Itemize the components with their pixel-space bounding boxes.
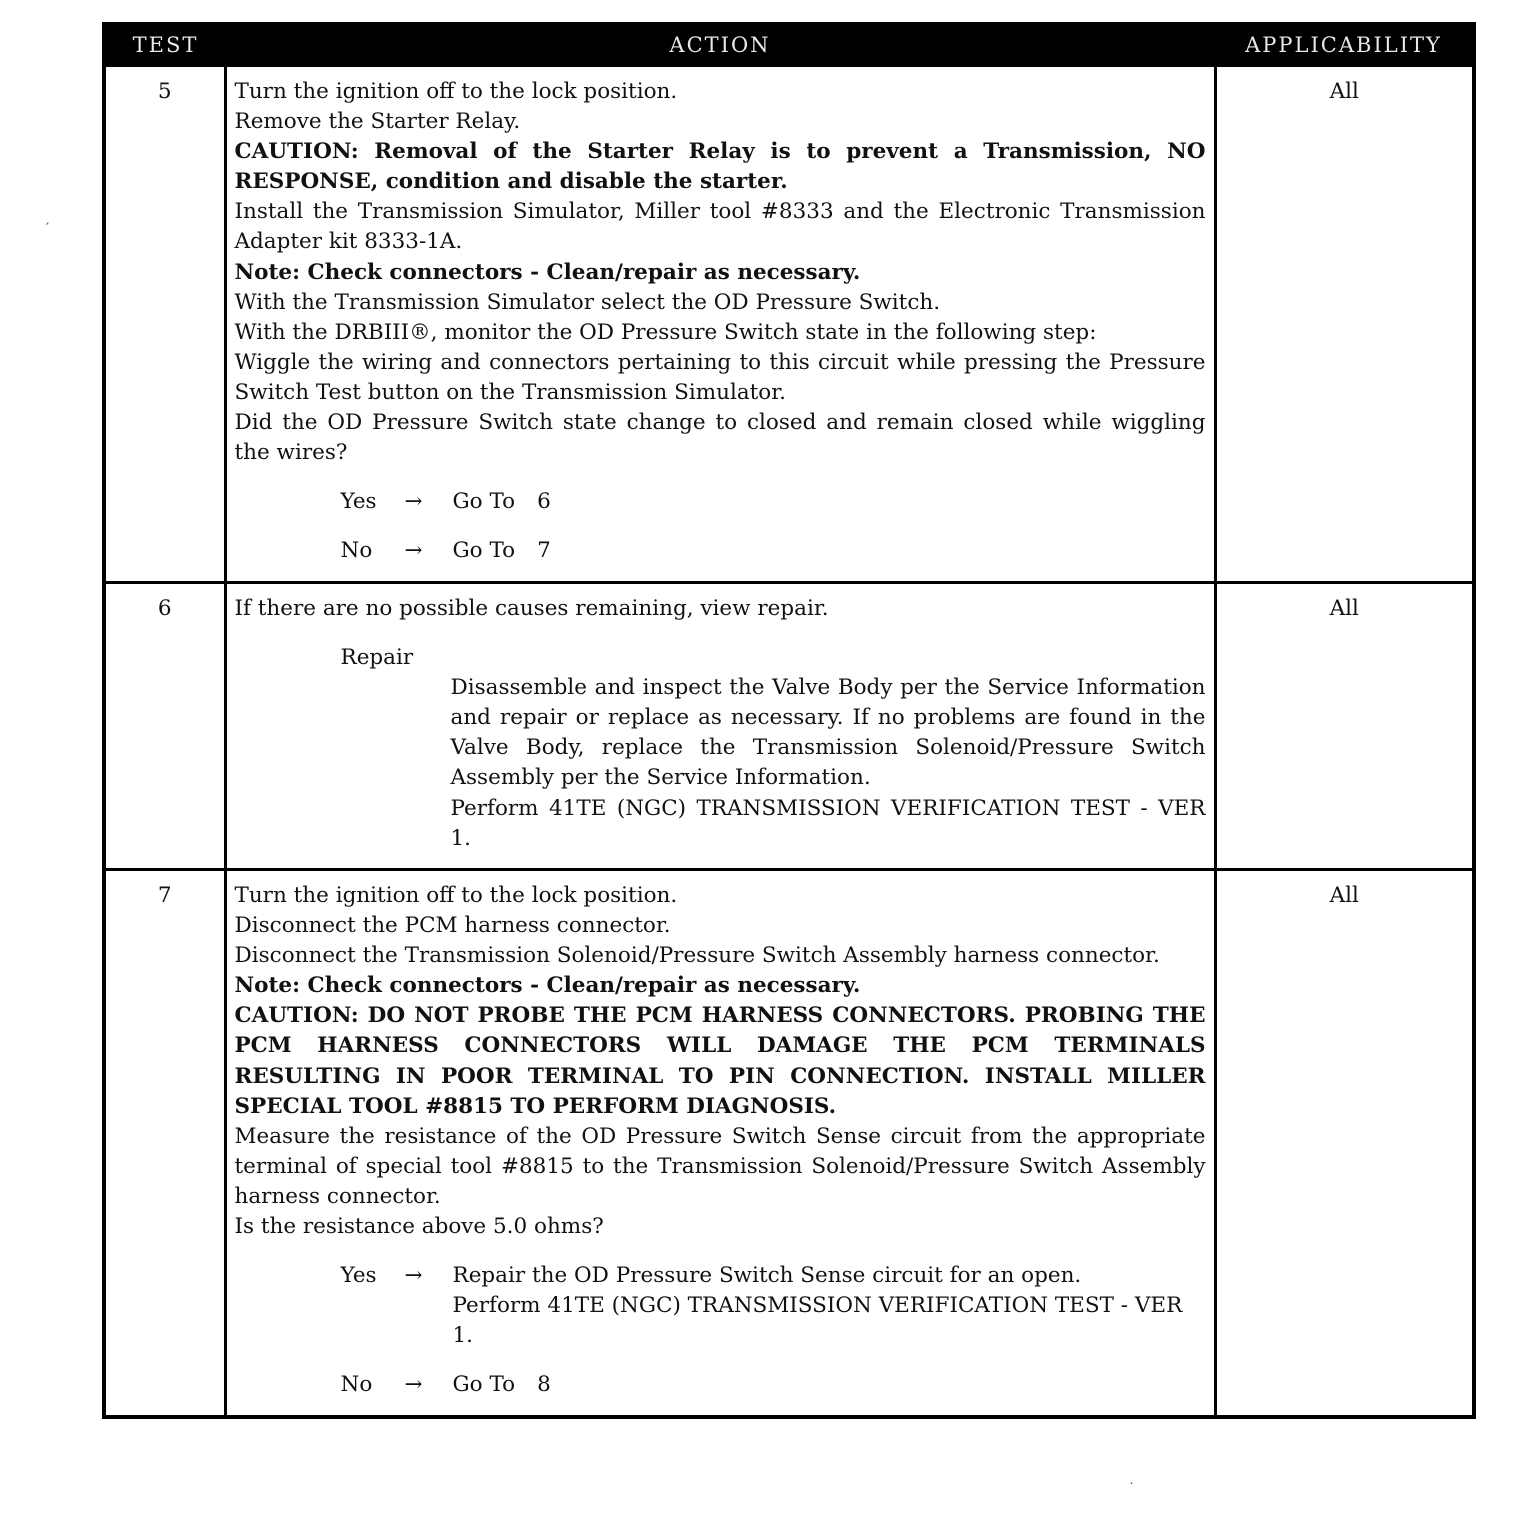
no-label: No bbox=[340, 1372, 373, 1398]
action-line: Disconnect the PCM harness connector. bbox=[234, 913, 671, 939]
action-cell bbox=[225, 583, 1215, 870]
no-branch bbox=[341, 1370, 1206, 1400]
verification-test-text: Perform 41TE (NGC) TRANSMISSION VERIFICATION TEST - VER 1. bbox=[450, 795, 1206, 851]
action-line: Turn the ignition off to the lock position. bbox=[234, 883, 678, 908]
yes-branch bbox=[341, 487, 1206, 517]
caution-text: CAUTION: DO NOT PROBE THE PCM HARNESS CONNECTORS. PROBING THE PCM HARNESS CONNECTORS WILL DAMAGE THE PCM TERMINALS RESULTING IN POOR TERMINAL TO PIN CONNECTION. INSTALL MILLER SPECIAL TOOL #8815 TO PERFORM DIAGNOSIS. bbox=[234, 1003, 1206, 1119]
header-test: TEST bbox=[104, 24, 225, 66]
goto-number: 7 bbox=[537, 538, 551, 564]
stray-mark-bottom: ˙ bbox=[1128, 1481, 1135, 1497]
question-text: Is the resistance above 5.0 ohms? bbox=[234, 1214, 604, 1240]
goto-number: 8 bbox=[537, 1372, 551, 1398]
applicability-cell: All bbox=[1215, 583, 1474, 870]
table-row-test-7 bbox=[104, 870, 1474, 1418]
goto-number: 6 bbox=[537, 489, 551, 515]
table-row-test-5 bbox=[104, 66, 1474, 583]
applicability-cell: All bbox=[1215, 870, 1474, 1418]
action-line: Wiggle the wiring and connectors pertaining to this circuit while pressing the Pressure Switch Test button on the Transmission Simulator. bbox=[234, 349, 1206, 405]
stray-mark-left: ′ bbox=[46, 221, 50, 237]
header-action: ACTION bbox=[225, 24, 1215, 66]
repair-instruction: Repair the OD Pressure Switch Sense circuit for an open. bbox=[452, 1263, 1082, 1289]
table-header-row bbox=[104, 24, 1474, 66]
action-cell bbox=[225, 66, 1215, 583]
action-line: With the Transmission Simulator select the OD Pressure Switch. bbox=[234, 289, 941, 315]
yes-branch bbox=[341, 1261, 1206, 1351]
goto-text: Go To bbox=[452, 538, 516, 564]
arrow-right-icon: → bbox=[404, 489, 423, 515]
test-number: 5 bbox=[104, 66, 225, 583]
diagnostic-test-table bbox=[102, 22, 1476, 1419]
arrow-right-icon: → bbox=[404, 1263, 423, 1289]
note-text: Note: Check connectors - Clean/repair as necessary. bbox=[234, 973, 861, 999]
action-line: If there are no possible causes remaining, view repair. bbox=[234, 596, 829, 621]
action-line: With the DRBIII®, monitor the OD Pressure Switch state in the following step: bbox=[234, 319, 1097, 345]
table-row-test-6 bbox=[104, 583, 1474, 870]
arrow-right-icon: → bbox=[404, 1372, 423, 1398]
question-text: Did the OD Pressure Switch state change to closed and remain closed while wiggling the wires? bbox=[234, 410, 1206, 466]
action-line: Disconnect the Transmission Solenoid/Pressure Switch Assembly harness connector. bbox=[234, 943, 1160, 969]
action-line: Measure the resistance of the OD Pressure Switch Sense circuit from the appropriate terminal of special tool #8815 to the Transmission Solenoid/Pressure Switch Assembly harness connector. bbox=[234, 1123, 1206, 1209]
arrow-right-icon: → bbox=[404, 538, 423, 564]
header-applicability: APPLICABILITY bbox=[1215, 24, 1474, 66]
action-line: Turn the ignition off to the lock position. bbox=[234, 79, 678, 104]
action-cell bbox=[225, 870, 1215, 1418]
caution-text: CAUTION: Removal of the Starter Relay is to prevent a Transmission, NO RESPONSE, condition and disable the starter. bbox=[234, 139, 1206, 195]
no-label: No bbox=[340, 538, 373, 564]
action-line: Remove the Starter Relay. bbox=[234, 109, 521, 135]
test-number: 6 bbox=[104, 583, 225, 870]
goto-text: Go To bbox=[452, 1372, 516, 1398]
verification-test-text: Perform 41TE (NGC) TRANSMISSION VERIFICATION TEST - VER 1. bbox=[452, 1293, 1183, 1349]
repair-instruction: Disassemble and inspect the Valve Body per the Service Information and repair or replace as necessary. If no problems are found in the Valve Body, replace the Transmission Solenoid/Pressure Switch Assembly per the Service Information. bbox=[450, 675, 1206, 791]
repair-label: Repair bbox=[340, 645, 414, 671]
goto-text: Go To bbox=[452, 489, 516, 515]
applicability-cell: All bbox=[1215, 66, 1474, 583]
yes-label: Yes bbox=[340, 489, 377, 515]
no-branch bbox=[341, 536, 1206, 566]
note-text: Note: Check connectors - Clean/repair as necessary. bbox=[234, 259, 861, 285]
yes-label: Yes bbox=[340, 1263, 377, 1289]
action-line: Install the Transmission Simulator, Miller tool #8333 and the Electronic Transmission Adapter kit 8333-1A. bbox=[234, 199, 1206, 255]
repair-text bbox=[451, 673, 1206, 854]
test-number: 7 bbox=[104, 870, 225, 1418]
